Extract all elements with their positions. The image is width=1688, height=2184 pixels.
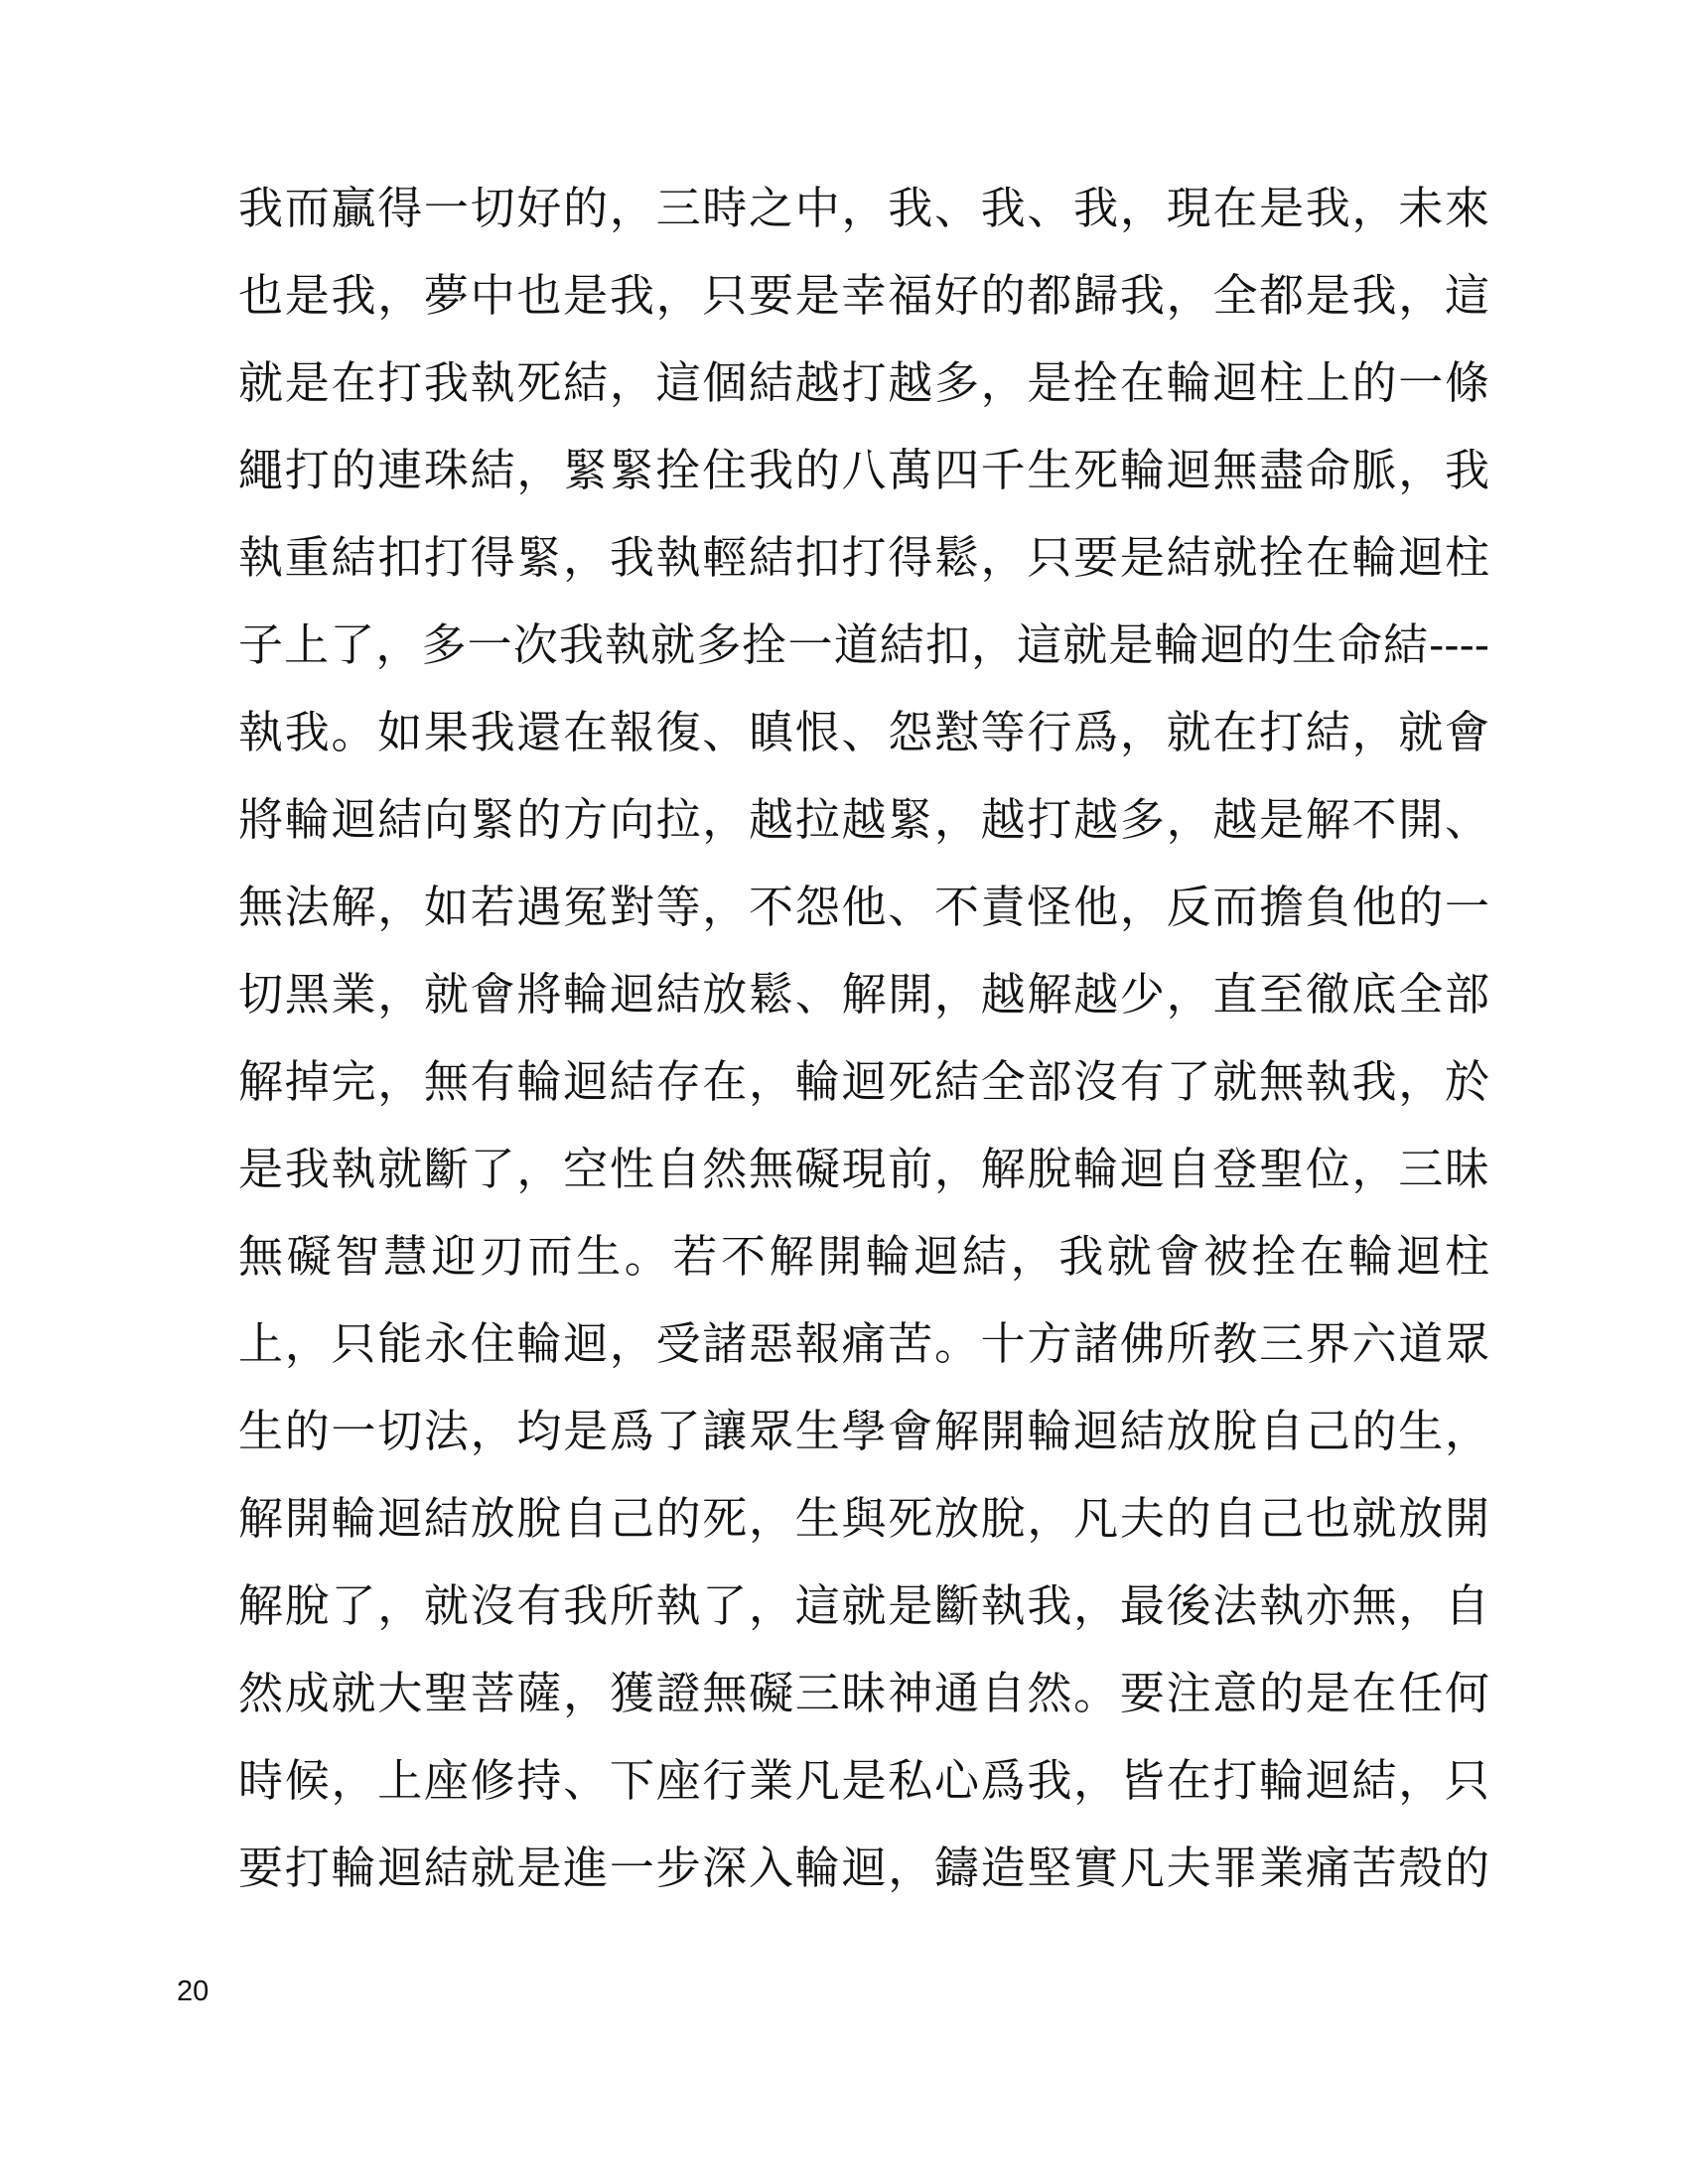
text-line: 無法解，如若遇冤對等，不怨他、不責怪他，反而擔負他的一 [238,881,1489,933]
text-line: 執重結扣打得緊，我執輕結扣打得鬆，只要是結就拴在輪迴柱 [238,531,1489,584]
text-line: 解開輪迴結放脫自己的死，生與死放脫，凡夫的自己也就放開 [238,1492,1489,1545]
text-line: 時候，上座修持、下座行業凡是私心爲我，皆在打輪迴結，只 [238,1754,1489,1807]
text-line: 我而贏得一切好的，三時之中，我、我、我，現在是我，未來 [238,182,1489,234]
text-line: 是我執就斷了，空性自然無礙現前，解脫輪迴自登聖位，三昧 [238,1143,1489,1195]
text-line: 執我。如果我還在報復、瞋恨、怨懟等行爲，就在打結，就會 [238,706,1489,758]
text-line: 上，只能永住輪迴，受諸惡報痛苦。十方諸佛所教三界六道眾 [238,1317,1489,1370]
text-line: 然成就大聖菩薩，獲證無礙三昧神通自然。要注意的是在任何 [238,1667,1489,1719]
text-line: 切黑業，就會將輪迴結放鬆、解開，越解越少，直至徹底全部 [238,968,1489,1021]
text-line: 子上了，多一次我執就多拴一道結扣，這就是輪迴的生命結---- [238,618,1489,671]
text-line: 將輪迴結向緊的方向拉，越拉越緊，越打越多，越是解不開、 [238,793,1489,846]
text-line: 解掉完，無有輪迴結存在，輪迴死結全部沒有了就無執我，於 [238,1055,1489,1108]
text-line: 也是我，夢中也是我，只要是幸福好的都歸我，全都是我，這 [238,269,1489,322]
text-line: 就是在打我執死結，這個結越打越多，是拴在輪迴柱上的一條 [238,356,1489,409]
page-number: 20 [177,1976,210,2007]
text-line: 無礙智慧迎刃而生。若不解開輪迴結，我就會被拴在輪迴柱 [238,1230,1489,1283]
text-line: 要打輪迴結就是進一步深入輪迴，鑄造堅實凡夫罪業痛苦殼的 [238,1842,1489,1894]
body-text [238,171,1489,1918]
text-line: 繩打的連珠結，緊緊拴住我的八萬四千生死輪迴無盡命脈，我 [238,444,1489,496]
text-line: 生的一切法，均是爲了讓眾生學會解開輪迴結放脫自己的生， [238,1405,1489,1457]
text-line: 解脫了，就沒有我所執了，這就是斷執我，最後法執亦無，自 [238,1579,1489,1632]
